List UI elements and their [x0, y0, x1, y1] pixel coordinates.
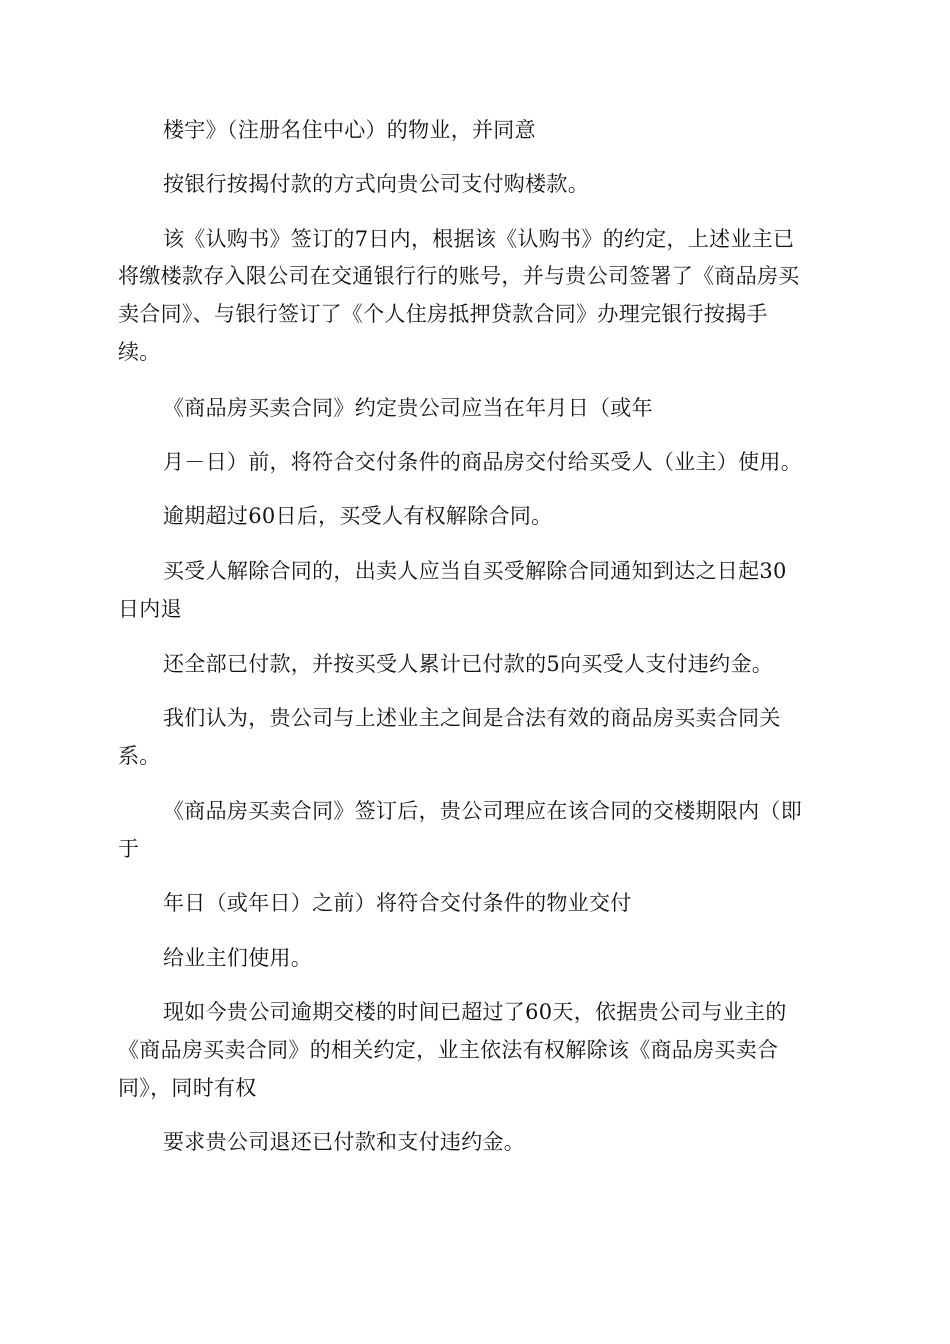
text-line: 逾期超过60日后，买受人有权解除合同。: [163, 504, 553, 528]
text-line: 同》，同时有权: [118, 1076, 257, 1100]
text-line: 月－日）前，将符合交付条件的商品房交付给买受人（业主）使用。: [163, 450, 802, 474]
text-line: 将缴楼款存入限公司在交通银行行的账号，并与贵公司签署了《商品房买: [118, 264, 800, 288]
text-line: 现如今贵公司逾期交楼的时间已超过了60天，依据贵公司与业主的: [163, 1000, 787, 1024]
text-line: 《商品房买卖合同》的相关约定，业主依法有权解除该《商品房买卖合: [118, 1038, 779, 1062]
text-line: 系。: [118, 744, 161, 768]
text-line: 给业主们使用。: [163, 946, 313, 970]
text-line: 续。: [118, 340, 161, 364]
text-line: 买受人解除合同的，出卖人应当自买受解除合同通知到达之日起30: [163, 559, 787, 583]
text-line: 我们认为，贵公司与上述业主之间是合法有效的商品房买卖合同关: [163, 706, 781, 730]
text-line: 按银行按揭付款的方式向贵公司支付购楼款。: [163, 172, 589, 196]
text-line: 要求贵公司退还已付款和支付违约金。: [163, 1130, 526, 1154]
text-line: 卖合同》、与银行签订了《个人住房抵押贷款合同》办理完银行按揭手: [118, 302, 768, 326]
text-line: 日内退: [118, 597, 182, 621]
text-line: 于: [118, 837, 140, 861]
text-line: 《商品房买卖合同》签订后，贵公司理应在该合同的交楼期限内（即: [163, 799, 802, 823]
text-line: 年日（或年日）之前）将符合交付条件的物业交付: [163, 891, 632, 915]
text-line: 楼宇》（注册名住中心）的物业，并同意: [163, 118, 536, 142]
text-line: 该《认购书》签订的7日内，根据该《认购书》的约定，上述业主已: [163, 227, 795, 251]
text-line: 《商品房买卖合同》约定贵公司应当在年月日（或年: [163, 396, 653, 420]
text-line: 还全部已付款，并按买受人累计已付款的5向买受人支付违约金。: [163, 652, 774, 676]
